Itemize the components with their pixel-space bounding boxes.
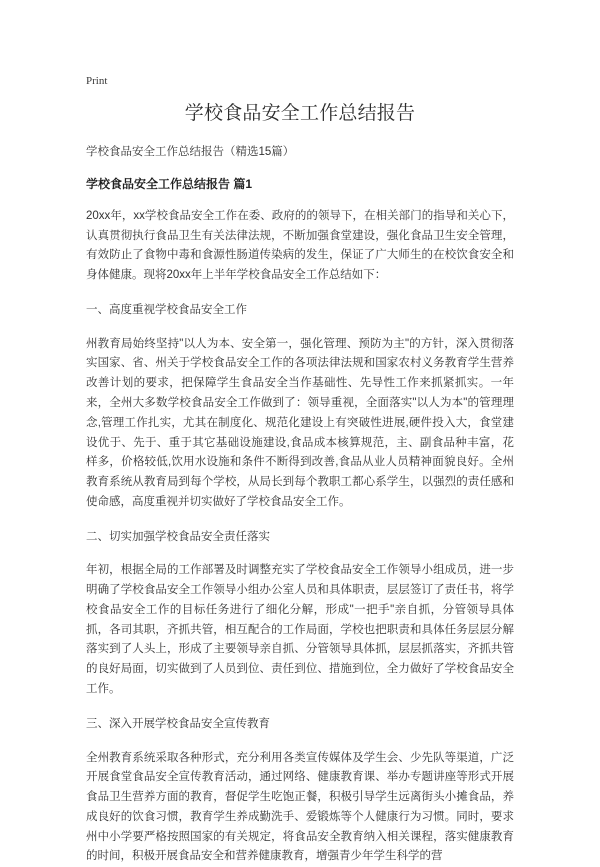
section-body-1: 州教育局始终坚持"以人为本、安全第一，强化管理、预防为主"的方针，深入贯彻落实国家、省、州关于学校食品安全工作的各项法律法规和国家农村义务教育学生营养改善计划的要求，把保障学生食品安全当作基础性、先导性工作来抓紧抓实。一年来，全州大多数学校食品安全工作做到了：领导重视，全面落实"以人为本"的管理理念,管理工作扎实，尤其在制度化、规范化建设上有突破性进展,硬件投入大，食堂建设优于、先于、重于其它基础设施建设,食品成本核算规范，主、副食品种丰富，花样多，价格较低,饮用水设施和条件不断得到改善,食品从业人员精神面貌良好。全州教育系统从教育局到每个学校，从局长到每个教职工都心系学生，以强烈的责任感和使命感，高度重视并切实做好了学校食品安全工作。	[86, 335, 514, 513]
print-button[interactable]: Print	[86, 76, 107, 87]
article-heading: 学校食品安全工作总结报告 篇1	[86, 175, 514, 193]
document-subtitle: 学校食品安全工作总结报告（精选15篇）	[86, 144, 514, 161]
section-body-3: 全州教育系统采取各种形式，充分利用各类宣传媒体及学生会、少先队等渠道，广泛开展食堂食品安全宣传教育活动，通过网络、健康教育课、举办专题讲座等形式开展食品卫生营养方面的教育，督促学生吃饱正餐，积极引导学生远离街头小摊食品，养成良好的饮食习惯，教育学生养成勤洗手、爱锻炼等个人健康行为习惯。同时，要求州中小学要严格按照国家的有关规定，将食品安全教育纳入相关课程，落实健康教育的时间，积极开展食品安全和营养健康教育，增强青少年学生科学的营	[86, 749, 514, 867]
page-title: 学校食品安全工作总结报告	[86, 101, 514, 127]
intro-paragraph: 20xx年，xx学校食品安全工作在委、政府的的领导下，在相关部门的指导和关心下，认真贯彻执行食品卫生有关法律法规，不断加强食堂建设，强化食品卫生安全管理，有效防止了食物中毒和食源性肠道传染病的发生，保证了广大师生的在校饮食安全和身体健康。现将20xx年上半年学校食品安全工作总结如下：	[86, 207, 514, 286]
section-heading-1: 一、高度重视学校食品安全工作	[86, 301, 514, 321]
section-body-2: 年初，根据全局的工作部署及时调整充实了学校食品安全工作领导小组成员，进一步明确了学校食品安全工作领导小组办公室人员和具体职责，层层签订了责任书，将学校食品安全工作的目标任务进行了细化分解，形成"一把手"亲自抓，分管领导具体抓，各司其职，齐抓共管，相互配合的工作局面，学校也把职责和具体任务层层分解落实到了人头上，形成了主要领导亲自抓、分管领导具体抓，层层抓落实，齐抓共管的良好局面，切实做到了人员到位、责任到位、措施到位，全力做好了学校食品安全工作。	[86, 561, 514, 699]
document-content	[0, 101, 600, 867]
section-heading-2: 二、切实加强学校食品安全责任落实	[86, 528, 514, 548]
section-heading-3: 三、深入开展学校食品安全宣传教育	[86, 715, 514, 735]
print-toolbar	[0, 0, 600, 88]
